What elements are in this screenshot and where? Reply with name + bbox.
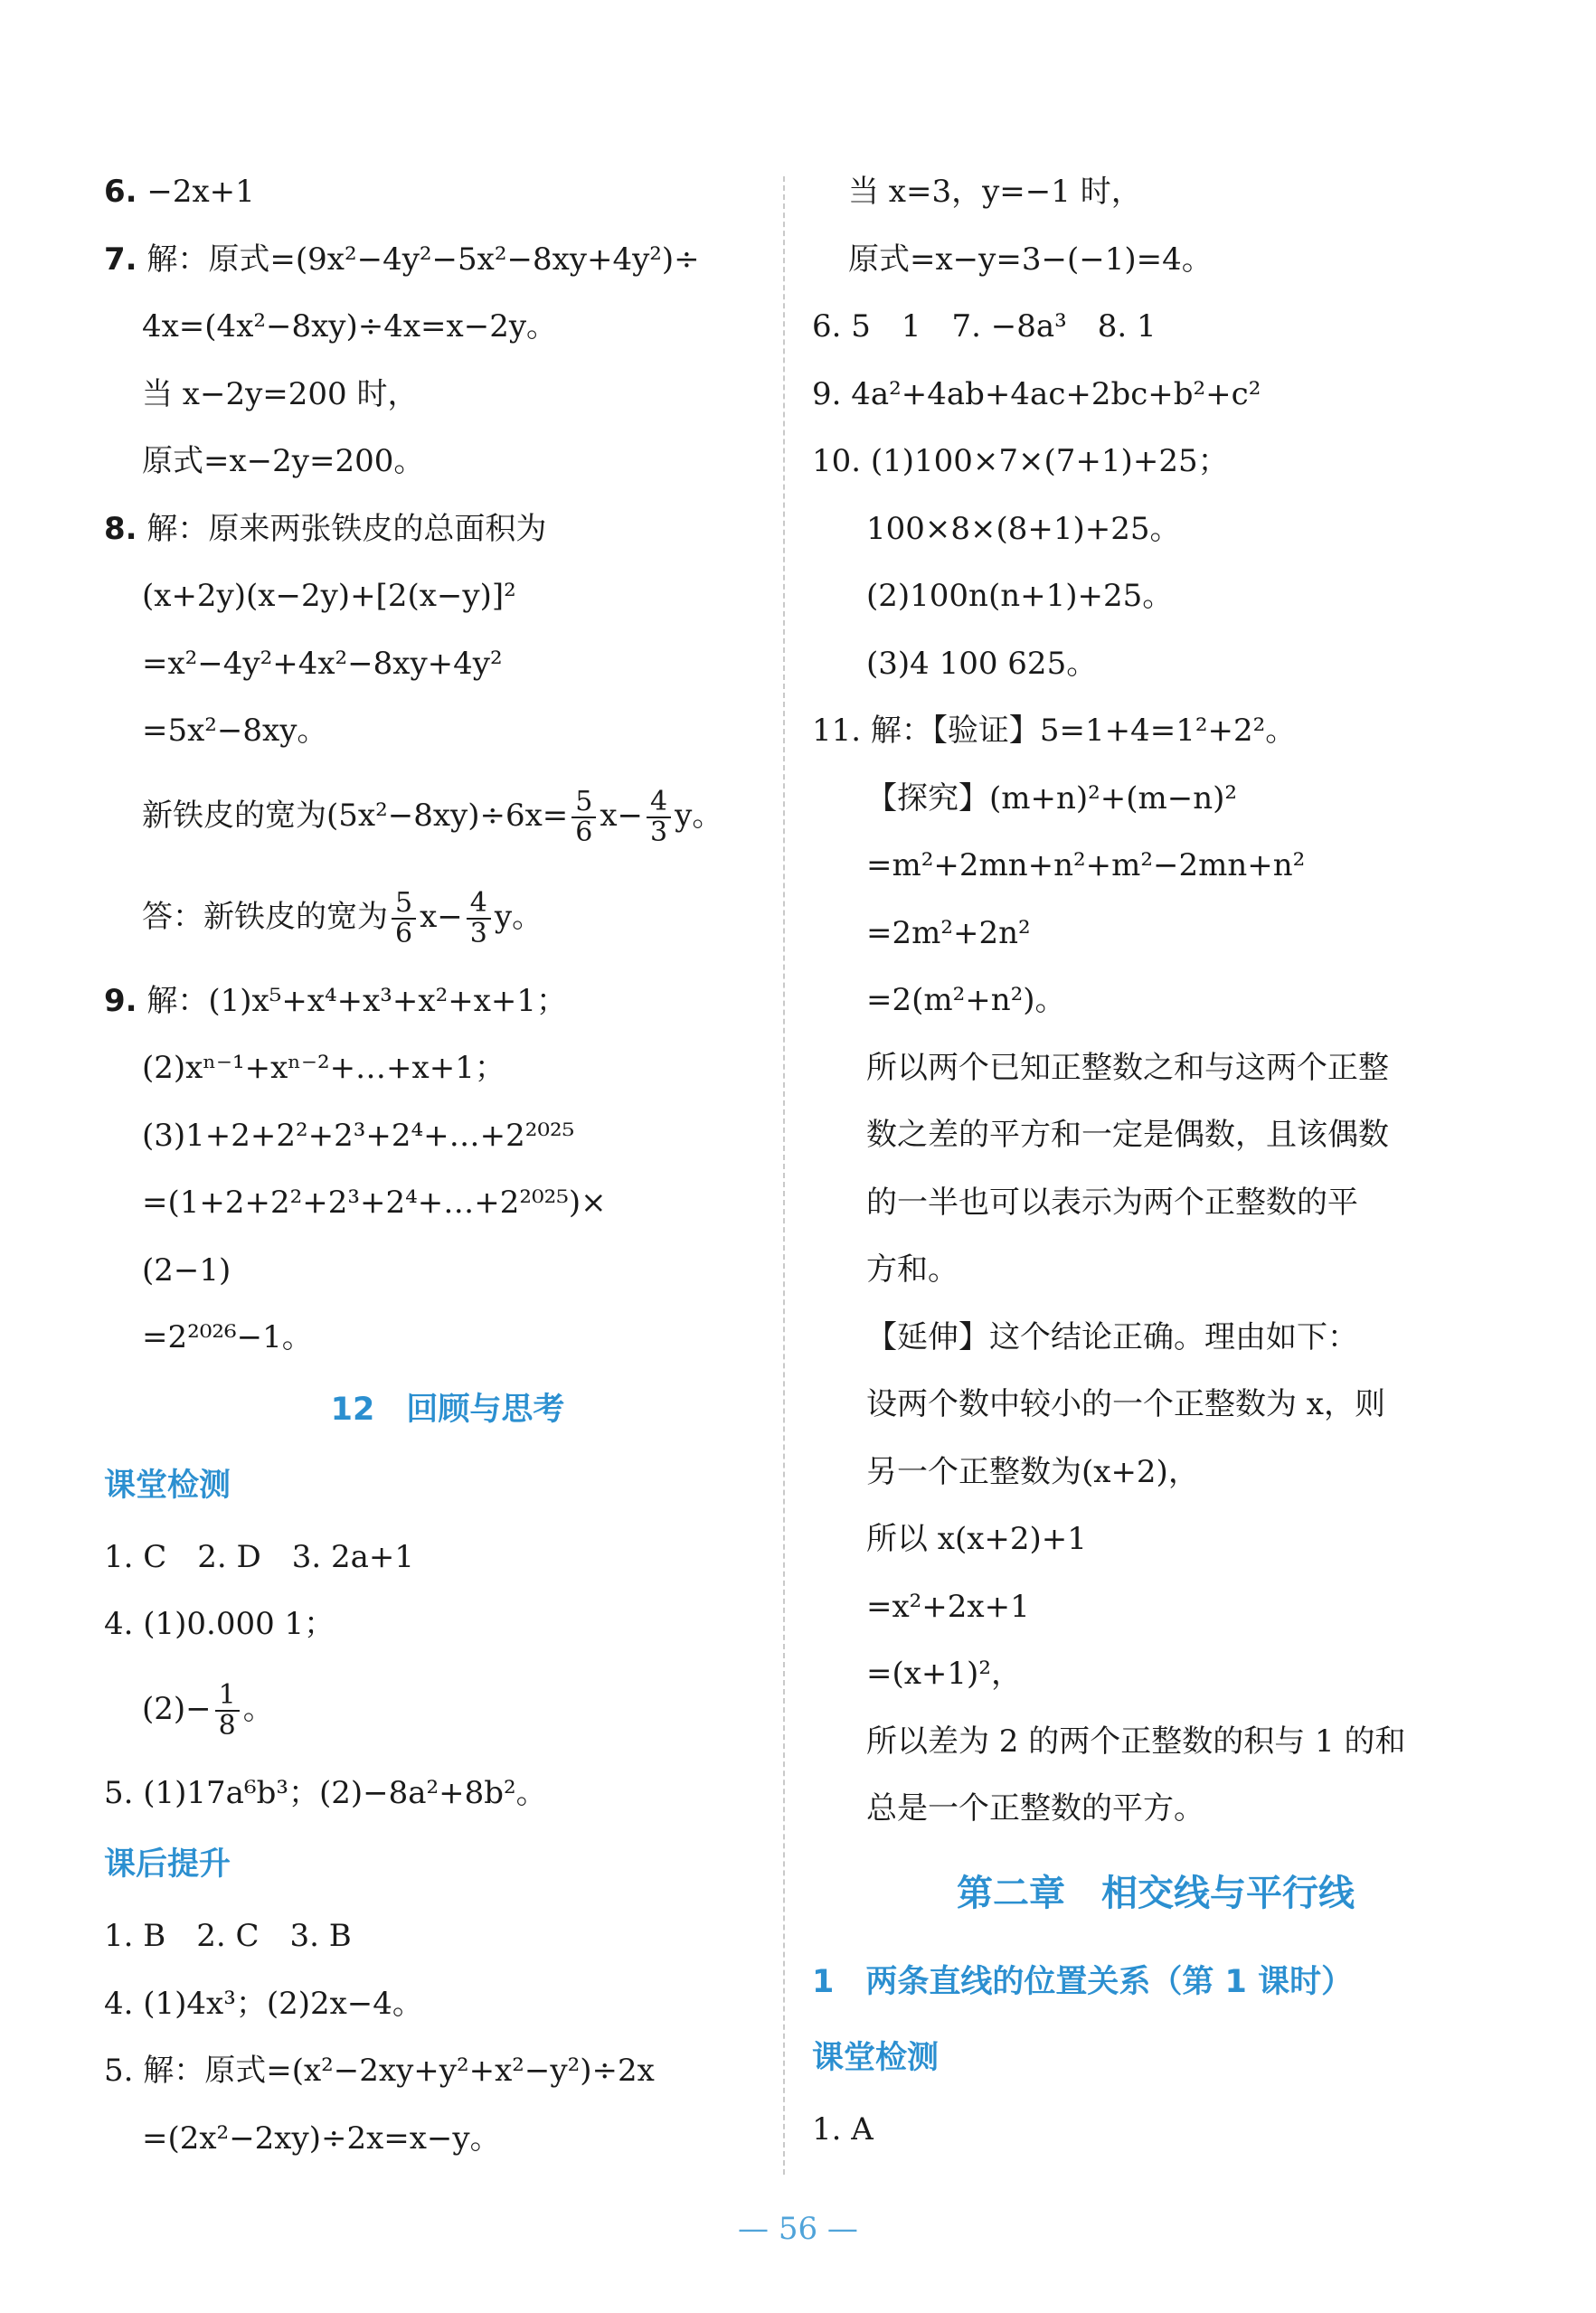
answer-line: (2)100n(n+1)+25。 bbox=[866, 578, 1174, 614]
classroom-check-heading: 课堂检测 bbox=[104, 1467, 231, 1504]
fraction: $\frac{4}{3}$ bbox=[647, 788, 671, 846]
answer-line: 设两个数中较小的一个正整数为 x，则 bbox=[866, 1386, 1385, 1422]
answer-line: 1. A bbox=[812, 2110, 874, 2148]
answer-line: 所以两个已知正整数之和与这两个正整 bbox=[866, 1049, 1389, 1086]
answer-line: 7. 解：原式=(9x²−4y²−5x²−8xy+4y²)÷ bbox=[104, 241, 700, 278]
classroom-check-heading: 课堂检测 bbox=[812, 2039, 940, 2076]
answer-line: 【探究】(m+n)²+(m−n)² bbox=[866, 779, 1238, 817]
answer-line: =(2x²−2xy)÷2x=x−y。 bbox=[142, 2119, 501, 2157]
answer-line: (2)xⁿ⁻¹+xⁿ⁻²+…+x+1； bbox=[142, 1050, 505, 1086]
chapter-title: 第二章 相交线与平行线 bbox=[957, 1872, 1355, 1914]
answer-line: 4x=(4x²−8xy)÷4x=x−2y。 bbox=[142, 308, 558, 345]
answer-line: 数之差的平方和一定是偶数，且该偶数 bbox=[866, 1117, 1389, 1153]
after-class-heading: 课后提升 bbox=[104, 1846, 231, 1883]
answer-line: 5. 解：原式=(x²−2xy+y²+x²−y²)÷2x bbox=[104, 2053, 655, 2089]
answer-line: 原式=x−y=3−(−1)=4。 bbox=[848, 241, 1213, 278]
answer-line: 6. −2x+1 bbox=[104, 174, 255, 210]
fraction: $\frac{5}{6}$ bbox=[392, 889, 416, 948]
answer-line: (x+2y)(x−2y)+[2(x−y)]² bbox=[142, 578, 516, 614]
answer-line: 当 x−2y=200 时， bbox=[142, 375, 419, 412]
answer-line: 100×8×(8+1)+25。 bbox=[866, 510, 1181, 547]
answer-line: (2−1) bbox=[142, 1251, 231, 1289]
answer-line: 4. (1)0.000 1； bbox=[104, 1606, 335, 1642]
answer-line: 9. 解：(1)x⁵+x⁴+x³+x²+x+1； bbox=[104, 982, 568, 1019]
lesson-title: 1 两条直线的位置关系（第 1 课时） bbox=[812, 1963, 1354, 2000]
answer-line: =5x²−8xy。 bbox=[142, 713, 328, 749]
answer-line: 4. (1)4x³；(2)2x−4。 bbox=[104, 1985, 423, 2022]
answer-line: 所以 x(x+2)+1 bbox=[866, 1521, 1087, 1557]
answer-line: 5. (1)17a⁶b³；(2)−8a²+8b²。 bbox=[104, 1774, 547, 1811]
answer-line: 方和。 bbox=[866, 1251, 959, 1288]
answer-line: =m²+2mn+n²+m²−2mn+n² bbox=[866, 847, 1306, 883]
answer-line-fraction: 答：新铁皮的宽为 $\frac{5}{6}$ x− $\frac{4}{3}$ y。 bbox=[142, 887, 543, 949]
answer-line: 6. 5 1 7. −8a³ 8. 1 bbox=[812, 308, 1157, 345]
right-column bbox=[812, 158, 1499, 2163]
answer-line: (3)1+2+2²+2³+2⁴+…+2²⁰²⁵ bbox=[142, 1117, 575, 1154]
answer-line: 原式=x−2y=200。 bbox=[142, 443, 425, 479]
answer-line: 8. 解：原来两张铁皮的总面积为 bbox=[104, 510, 547, 547]
answer-line: 当 x=3，y=−1 时， bbox=[848, 174, 1142, 210]
answer-line: 的一半也可以表示为两个正整数的平 bbox=[866, 1184, 1358, 1221]
left-column bbox=[104, 158, 791, 2172]
answer-line-fraction: (2)− $\frac{1}{8}$ 。 bbox=[142, 1679, 274, 1742]
answer-line: 1. C 2. D 3. 2a+1 bbox=[104, 1538, 415, 1575]
answer-line-fraction: 新铁皮的宽为(5x²−8xy)÷6x= $\frac{5}{6}$ x− $\frac{4}{3}$ y。 bbox=[142, 786, 723, 848]
answer-line: =x²−4y²+4x²−8xy+4y² bbox=[142, 645, 503, 682]
section-title: 12 回顾与思考 bbox=[330, 1391, 565, 1428]
answer-line: =x²+2x+1 bbox=[866, 1588, 1030, 1625]
answer-line: 10. (1)100×7×(7+1)+25； bbox=[812, 443, 1229, 479]
answer-line: =2²⁰²⁶−1。 bbox=[142, 1319, 313, 1355]
answer-line: 9. 4a²+4ab+4ac+2bc+b²+c² bbox=[812, 375, 1261, 412]
fraction: $\frac{5}{6}$ bbox=[571, 788, 596, 846]
answer-line: =(x+1)²， bbox=[866, 1656, 1022, 1692]
answer-line: 11. 解：【验证】5=1+4=1²+2²。 bbox=[812, 713, 1297, 749]
answer-line: =2m²+2n² bbox=[866, 914, 1031, 951]
answer-line: (3)4 100 625。 bbox=[866, 645, 1098, 682]
answer-line: =(1+2+2²+2³+2⁴+…+2²⁰²⁵)× bbox=[142, 1185, 607, 1221]
page-number: — 56 — bbox=[738, 2211, 858, 2247]
answer-line: =2(m²+n²)。 bbox=[866, 982, 1066, 1018]
fraction: $\frac{4}{3}$ bbox=[467, 889, 491, 948]
answer-line: 另一个正整数为(x+2)， bbox=[866, 1453, 1199, 1490]
answer-line: 【延伸】这个结论正确。理由如下： bbox=[866, 1318, 1358, 1355]
fraction: $\frac{1}{8}$ bbox=[215, 1681, 240, 1740]
answer-line: 总是一个正整数的平方。 bbox=[866, 1790, 1204, 1827]
answer-line: 1. B 2. C 3. B bbox=[104, 1918, 352, 1954]
answer-line: 所以差为 2 的两个正整数的积与 1 的和 bbox=[866, 1723, 1406, 1760]
